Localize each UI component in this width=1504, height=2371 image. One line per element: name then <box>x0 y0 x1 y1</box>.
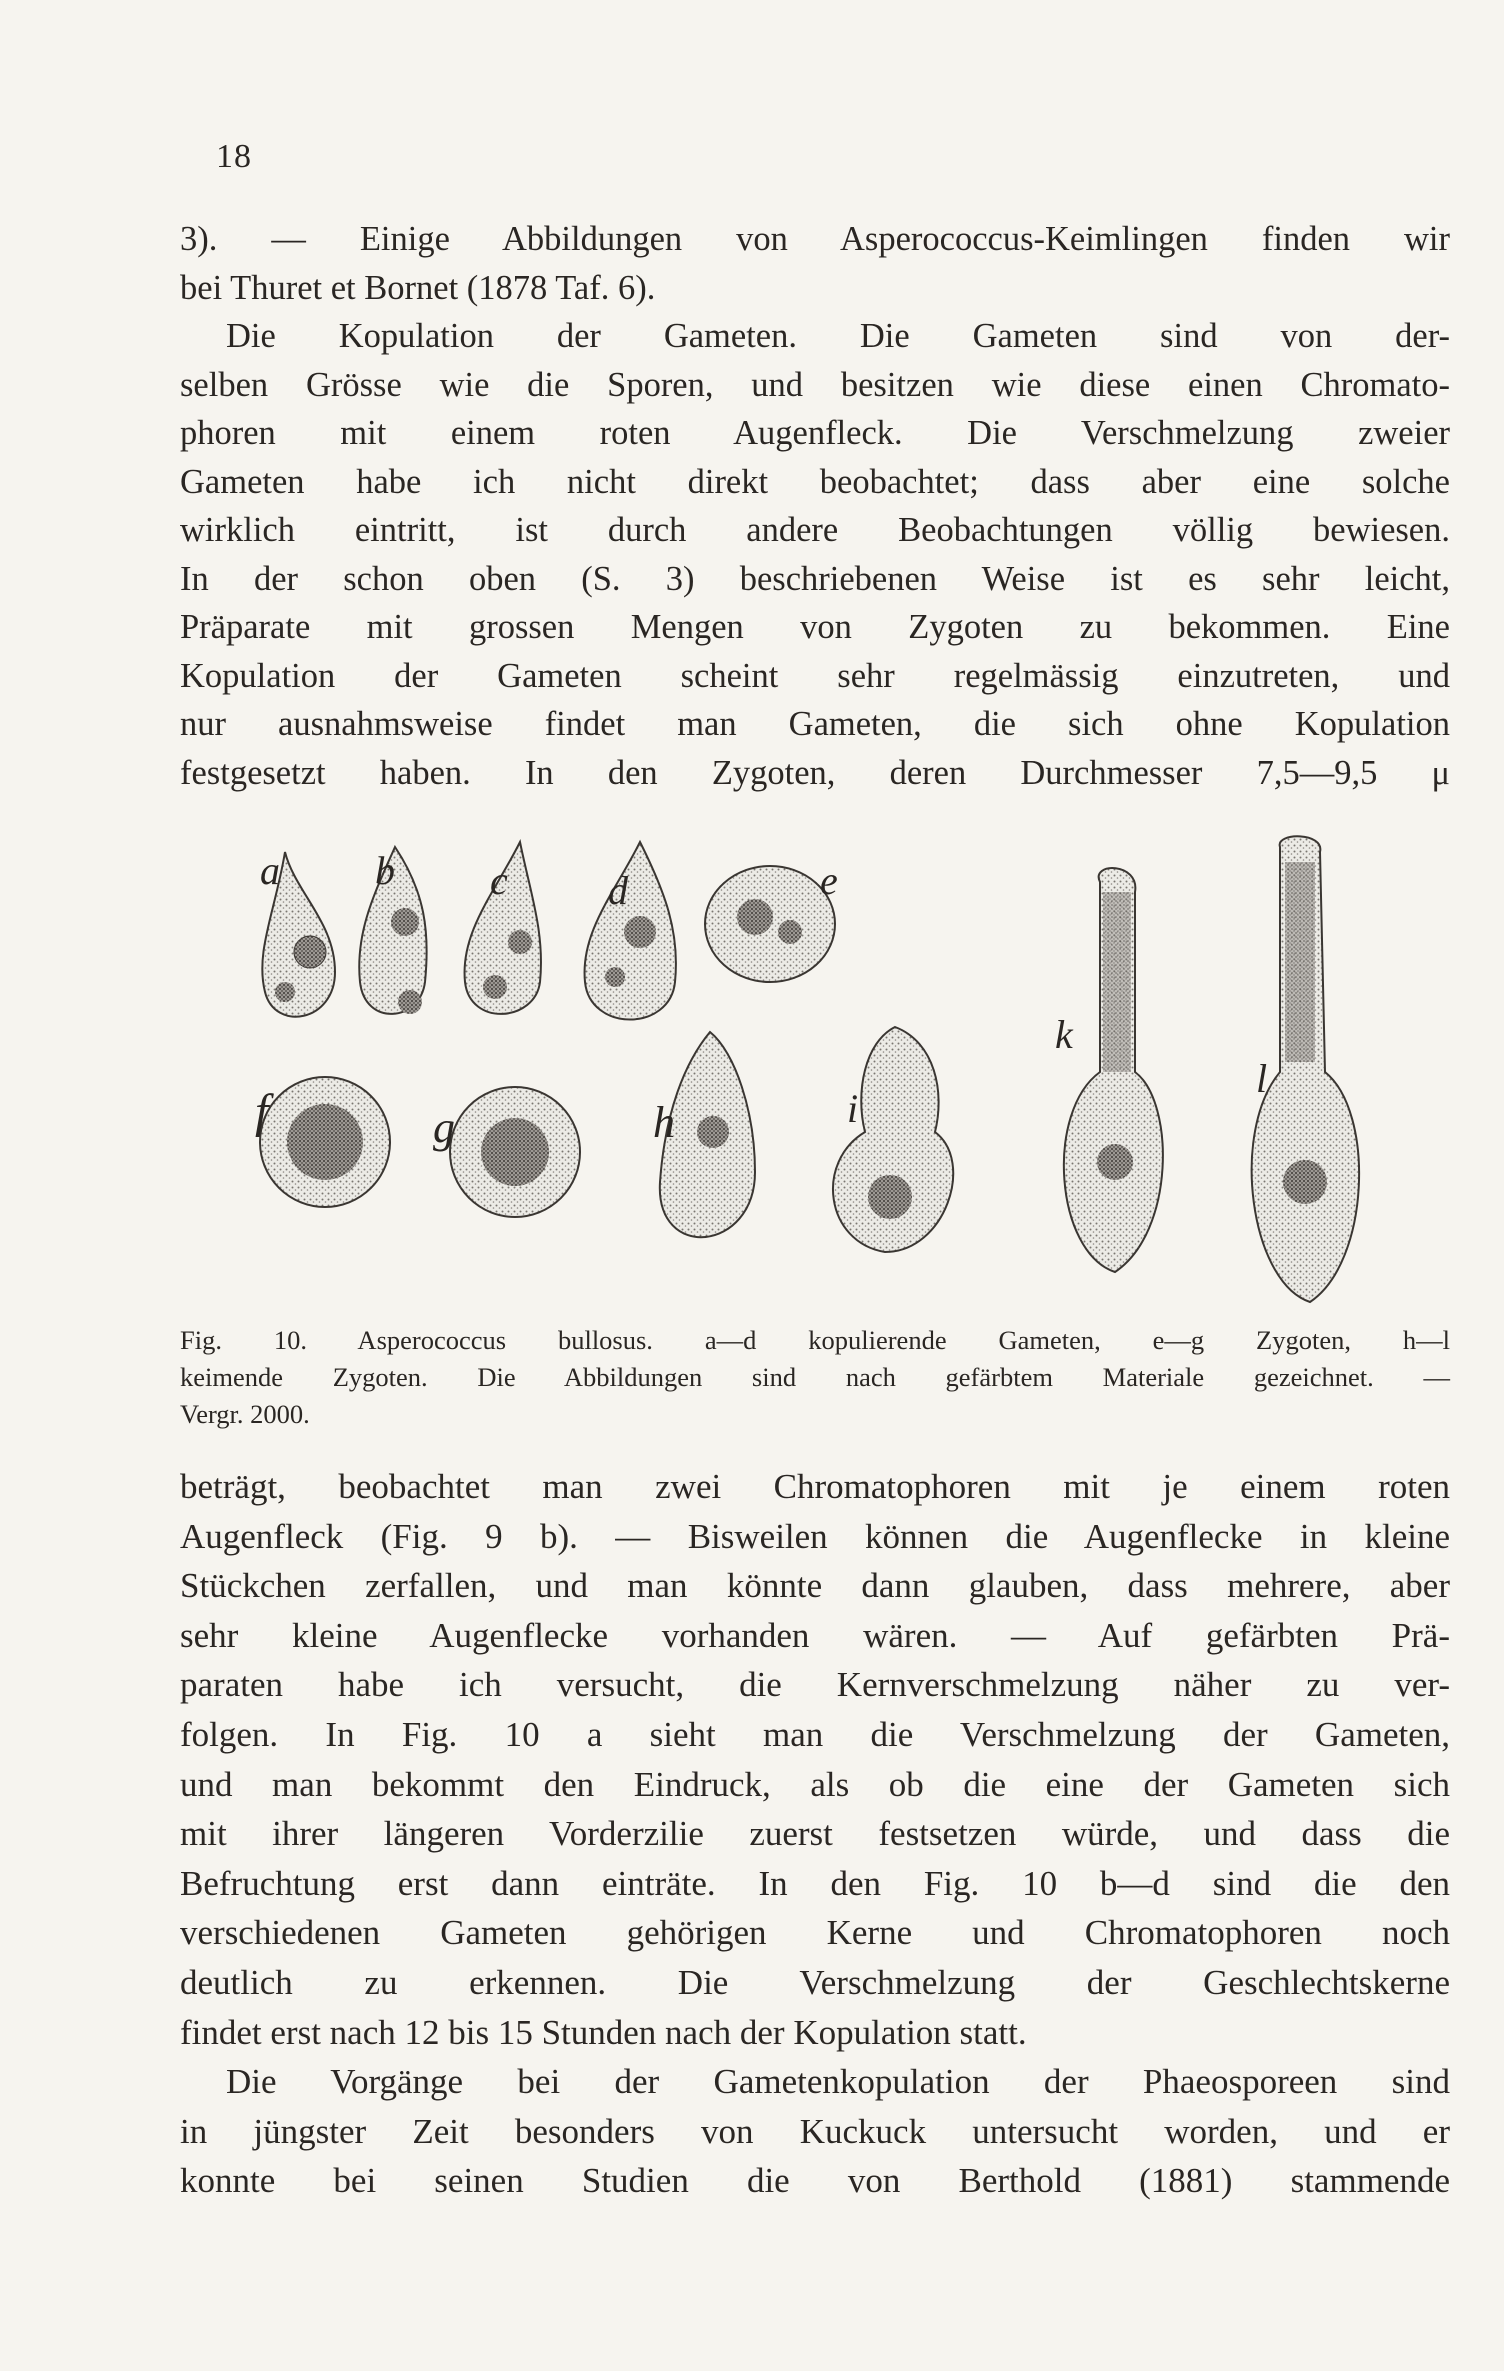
text-line: nur ausnahmsweise findet man Gameten, die sich ohne Kopulation <box>180 705 1450 743</box>
text-line: bei Thuret et Bornet (1878 Taf. 6). <box>180 268 656 307</box>
figure-label-d: d <box>608 868 628 913</box>
text-line: findet erst nach 12 bis 15 Stunden nach der Kopulation statt. <box>180 2012 1027 2052</box>
zygote-f <box>260 1077 390 1207</box>
zygote-i <box>833 1027 953 1252</box>
text-line: in jüngster Zeit besonders von Kuckuck untersucht worden, und er <box>180 2111 1450 2151</box>
text-line: und man bekommt den Eindruck, als ob die eine der Gameten sich <box>180 1764 1450 1804</box>
zygote-l <box>1252 836 1359 1302</box>
caption-line: keimende Zygoten. Die Abbildungen sind nach gefärbtem Materiale gezeichnet. — <box>180 1362 1450 1392</box>
body-text <box>180 1462 1450 2206</box>
text-line: selben Grösse wie die Sporen, und besitzen wie diese einen Chromato- <box>180 365 1450 404</box>
text-line: In der schon oben (S. 3) beschriebenen Weise ist es sehr leicht, <box>180 559 1450 598</box>
figure-label-i: i <box>847 1086 859 1131</box>
figure-label-f: f <box>255 1085 269 1138</box>
zygote-g <box>450 1087 580 1217</box>
section-heading-line: Die Kopulation der Gameten. Die Gameten sind von der- <box>226 317 1450 355</box>
text-line: Präparate mit grossen Mengen von Zygoten zu bekommen. Eine <box>180 608 1450 646</box>
text-line: 3). — Einige Abbildungen von Asperococcus-Keimlingen finden wir <box>180 220 1450 258</box>
caption-line: Fig. 10. Asperococcus bullosus. a—d kopulierende Gameten, e—g Zygoten, h—l <box>180 1325 1450 1355</box>
text-line: sehr kleine Augenflecke vorhanden wären. — Auf gefärbten Prä- <box>180 1615 1450 1655</box>
figure-label-a: a <box>260 848 280 893</box>
zygote-k <box>1064 868 1163 1272</box>
text-line: verschiedenen Gameten gehörigen Kerne und Chromatophoren noch <box>180 1913 1450 1953</box>
text-line: mit ihrer längeren Vorderzilie zuerst festsetzen würde, und dass die <box>180 1814 1450 1854</box>
text-line: wirklich eintritt, ist durch andere Beobachtungen völlig bewiesen. <box>180 511 1450 549</box>
text-line: paraten habe ich versucht, die Kernverschmelzung näher zu ver- <box>180 1665 1450 1705</box>
zygote-e <box>705 866 835 982</box>
figure-label-b: b <box>375 848 395 893</box>
text-line: Stückchen zerfallen, und man könnte dann glauben, dass mehrere, aber <box>180 1566 1450 1606</box>
text-line: Die Vorgänge bei der Gametenkopulation der Phaeosporeen sind <box>226 2062 1450 2102</box>
caption-line: Vergr. 2000. <box>180 1399 310 1429</box>
text-line: Gameten habe ich nicht direkt beobachtet; dass aber eine solche <box>180 462 1450 501</box>
text-line: festgesetzt haben. In den Zygoten, deren Durchmesser 7,5—9,5 μ <box>180 753 1450 792</box>
figure-label-k: k <box>1055 1012 1073 1057</box>
figure-label-h: h <box>653 1098 675 1147</box>
text-line: Augenfleck (Fig. 9 b). — Bisweilen können die Augenflecke in kleine <box>180 1516 1450 1556</box>
figure-label-c: c <box>490 858 508 903</box>
figure-label-e: e <box>820 858 838 903</box>
text-line: phoren mit einem roten Augenfleck. Die Verschmelzung zweier <box>180 414 1450 452</box>
text-line: Kopulation der Gameten scheint sehr regelmässig einzutreten, und <box>180 656 1450 695</box>
gamete-d <box>585 842 676 1020</box>
page-number: 18 <box>216 138 252 175</box>
text-line: deutlich zu erkennen. Die Verschmelzung der Geschlechtskerne <box>180 1962 1450 2002</box>
figure-label-l: l <box>1256 1056 1268 1101</box>
top-paragraph <box>180 215 1450 797</box>
figure-illustration <box>255 832 1445 1312</box>
figure-label-g: g <box>433 1103 455 1152</box>
text-line: folgen. In Fig. 10 a sieht man die Verschmelzung der Gameten, <box>180 1714 1450 1754</box>
figure-caption <box>180 1322 1450 1433</box>
text-line: Befruchtung erst dann einträte. In den Fig. 10 b—d sind die den <box>180 1863 1450 1903</box>
text-line: konnte bei seinen Studien die von Berthold (1881) stammende <box>180 2161 1450 2201</box>
text-line: beträgt, beobachtet man zwei Chromatophoren mit je einem roten <box>180 1467 1450 1506</box>
